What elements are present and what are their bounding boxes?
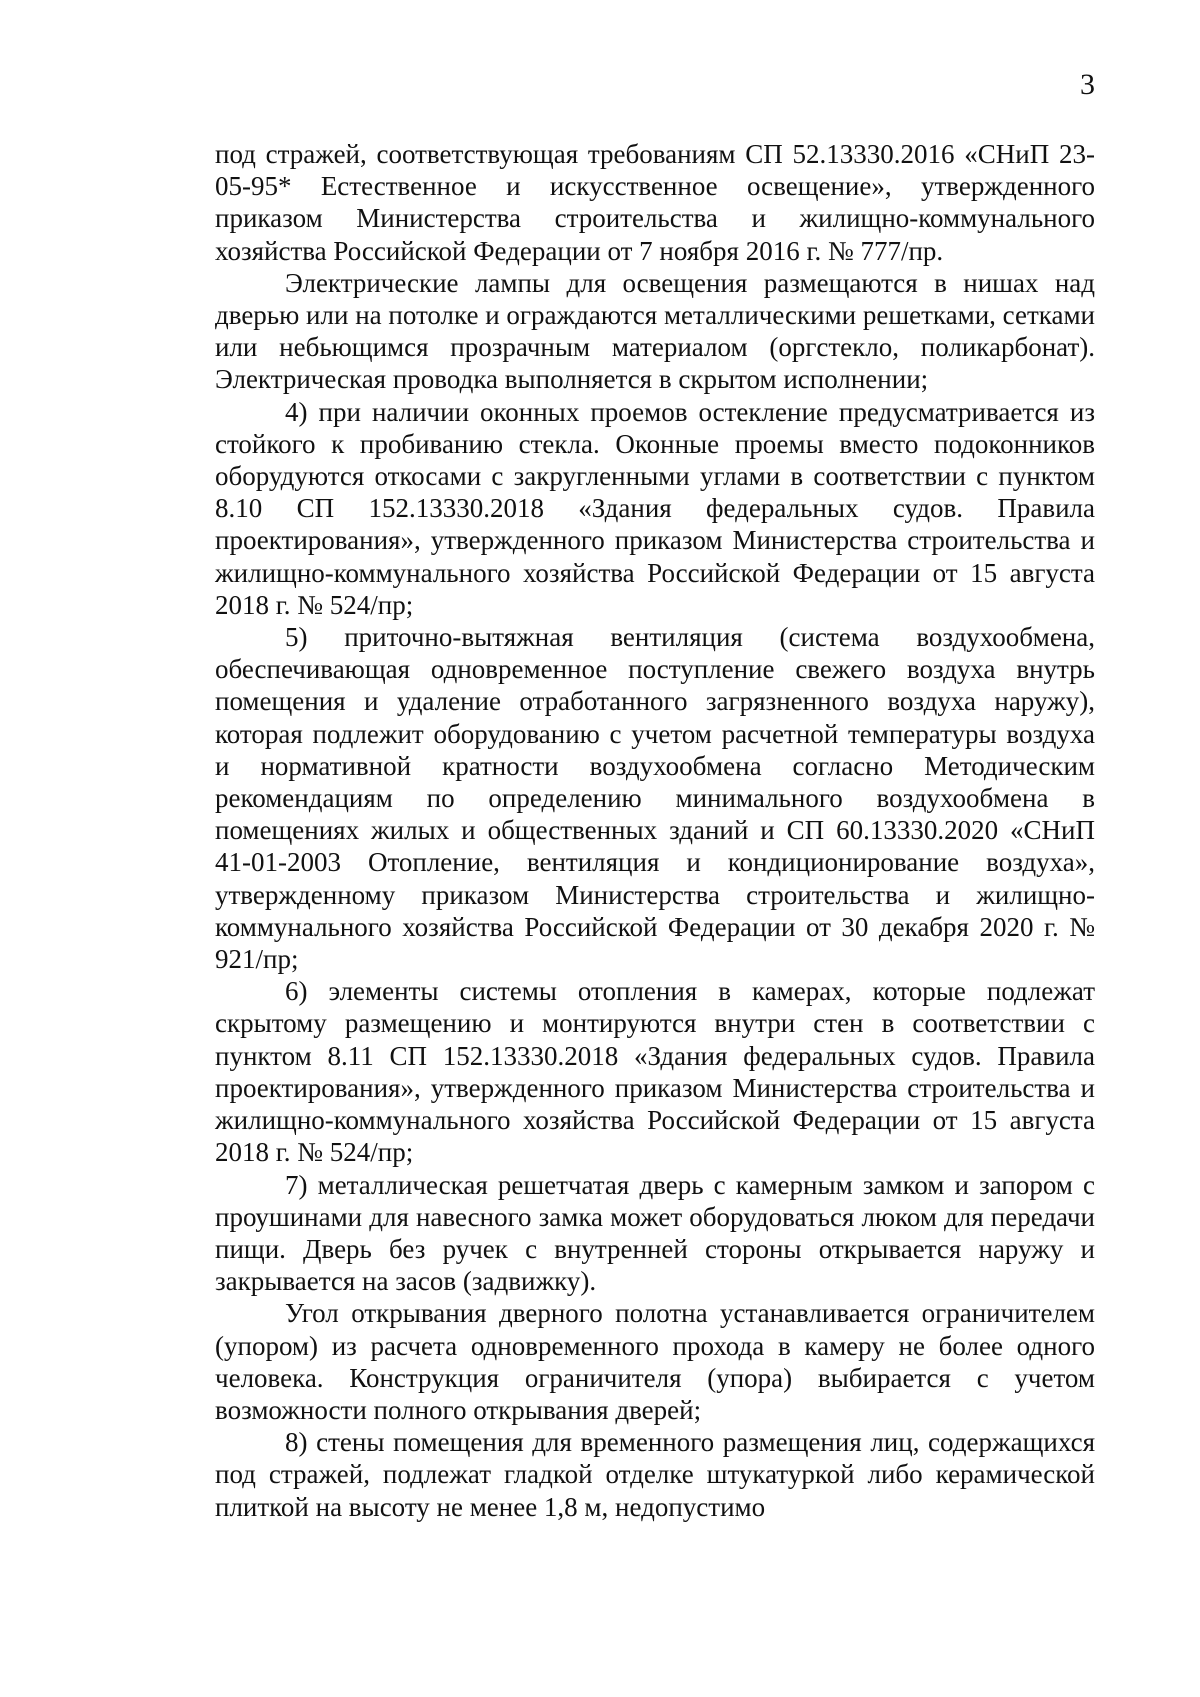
page-number: 3 xyxy=(1080,68,1095,101)
paragraph-item-6: 6) элементы системы отопления в камерах, которые подлежат скрытому размещению и монтируются внутри стен в соответствии с пунктом 8.11 СП 152.13330.2018 «Здания федеральных судов. Правила проектирования», утвержденного приказом Министерства строительства и жилищно-коммунального хозяйства Российской Федерации от 15 августа 2018 г. № 524/пр; xyxy=(215,976,1095,1168)
paragraph-item-4: 4) при наличии оконных проемов остекление предусматривается из стойкого к пробиванию стекла. Оконные проемы вместо подоконников оборудуются откосами с закругленными углами в соответствии с пунктом 8.10 СП 152.13330.2018 «Здания федеральных судов. Правила проектирования», утвержденного приказом Министерства строительства и жилищно-коммунального хозяйства Российской Федерации от 15 августа 2018 г. № 524/пр; xyxy=(215,396,1095,620)
paragraph-continuation: под стражей, соответствующая требованиям СП 52.13330.2016 «СНиП 23-05-95* Естественное и искусственное освещение», утвержденного приказом Министерства строительства и жилищно-коммунального хозяйства Российской Федерации от 7 ноября 2016 г. № 777/пр. xyxy=(215,139,1095,266)
document-body xyxy=(215,138,1095,1523)
paragraph-lamps: Электрические лампы для освещения размещаются в нишах над дверью или на потолке и ограждаются металлическими решетками, сетками или небьющимся прозрачным материалом (оргстекло, поликарбонат). Электрическая проводка выполняется в скрытом исполнении; xyxy=(215,267,1095,395)
paragraph-item-5: 5) приточно-вытяжная вентиляция (система воздухообмена, обеспечивающая одновременное поступление свежего воздуха внутрь помещения и удаление отработанного загрязненного воздуха наружу), которая подлежит оборудованию с учетом расчетной температуры воздуха и нормативной кратности воздухообмена согласно Методическим рекомендациям по определению минимального воздухообмена в помещениях жилых и общественных зданий и СП 60.13330.2020 «СНиП 41-01-2003 Отопление, вентиляция и кондиционирование воздуха», утвержденному приказом Министерства строительства и жилищно-коммунального хозяйства Российской Федерации от 30 декабря 2020 г. № 921/пр; xyxy=(215,622,1095,975)
paragraph-door-angle: Угол открывания дверного полотна устанавливается ограничителем (упором) из расчета одновременного прохода в камеру не более одного человека. Конструкция ограничителя (упора) выбирается с учетом возможности полного открывания дверей; xyxy=(215,1298,1095,1425)
paragraph-item-8: 8) стены помещения для временного размещения лиц, содержащихся под стражей, подлежат гладкой отделке штукатуркой либо керамической плиткой на высоту не менее 1,8 м, недопустимо xyxy=(215,1427,1095,1522)
paragraph-item-7: 7) металлическая решетчатая дверь с камерным замком и запором с проушинами для навесного замка может оборудоваться люком для передачи пищи. Дверь без ручек с внутренней стороны открывается наружу и закрывается на засов (задвижку). xyxy=(215,1169,1095,1297)
